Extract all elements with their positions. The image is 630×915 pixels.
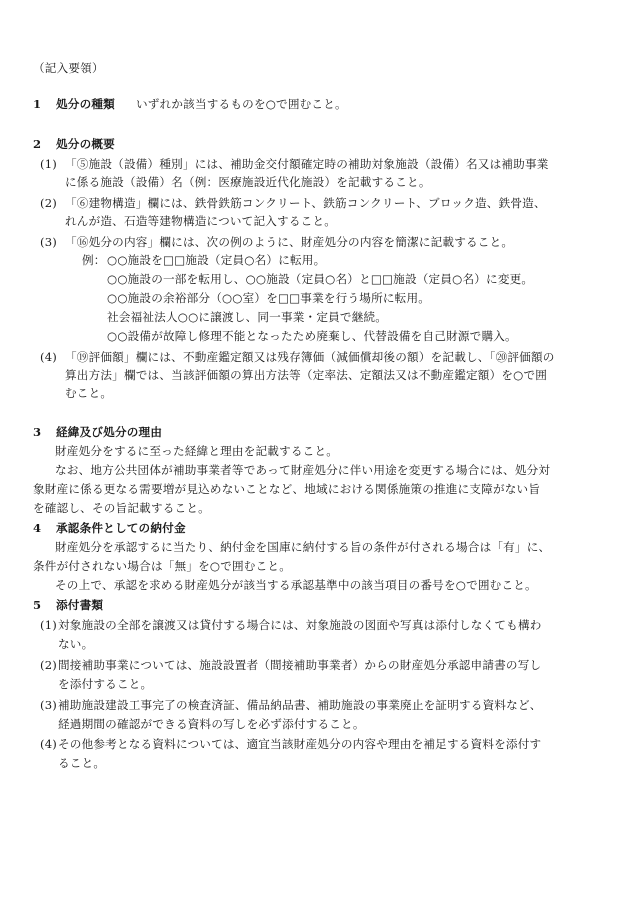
- section-5-item-2-number: (2): [40, 658, 58, 672]
- section-5-title: 添付書類: [56, 598, 104, 612]
- section-3-paragraph-2-line-3: を確認し、その旨記載すること。: [33, 501, 210, 515]
- section-2-item-1-line-1: 「⑤施設（設備）種別」には、補助金交付額確定時の補助対象施設（設備）名又は補助事業: [65, 157, 549, 171]
- section-2-item-2-line-1: 「⑥建物構造」欄には、鉄骨鉄筋コンクリート、鉄筋コンクリート、ブロック造、鉄骨造、: [65, 196, 546, 210]
- section-5-item-1-line-1: 対象施設の全部を譲渡又は貸付する場合には、対象施設の図面や写真は添付しなくても構わ: [58, 618, 542, 632]
- section-2-item-4-line-2: 算出方法」欄では、当該評価額の算出方法等（定率法、定額法又は不動産鑑定額）を○で囲: [65, 368, 548, 382]
- section-4-paragraph-1-line-1: 財産処分を承認するに当たり、納付金を国庫に納付する旨の条件が付される場合は「有」に、: [55, 540, 551, 554]
- section-5-item-4-line-1: その他参考となる資料については、適宜当該財産処分の内容や理由を補足する資料を添付す: [58, 737, 542, 751]
- section-3-paragraph-2-line-2: 象財産に係る更なる需要増が見込めないことなど、地域における関係施策の推進に支障がない旨: [33, 482, 541, 496]
- section-5-item-1-line-2: ない。: [58, 637, 94, 651]
- example-5: ○○設備が故障し修理不能となったため廃棄し、代替設備を自己財源で購入。: [107, 329, 517, 343]
- section-5-number: 5: [33, 598, 42, 612]
- section-3-paragraph-1: 財産処分をするに至った経緯と理由を記載すること。: [55, 444, 339, 458]
- section-3-title: 経緯及び処分の理由: [56, 425, 163, 439]
- section-3-paragraph-2-line-1: なお、地方公共団体が補助事業者等であって財産処分に伴い用途を変更する場合には、処分対: [55, 463, 551, 477]
- section-4-paragraph-1-line-2: 条件が付されない場合は「無」を○で囲むこと。: [33, 559, 291, 573]
- example-2: ○○施設の一部を転用し、○○施設（定員○名）と□□施設（定員○名）に変更。: [107, 272, 534, 286]
- section-5-item-3-line-2: 経過期間の確認ができる資料の写しを必ず添付すること。: [58, 717, 365, 731]
- section-1-title: 処分の種類: [56, 97, 115, 111]
- section-5-item-4-number: (4): [40, 737, 58, 751]
- section-4-paragraph-2: その上で、承認を求める財産処分が該当する承認基準中の該当項目の番号を○で囲むこと。: [55, 578, 537, 592]
- section-2-item-2-line-2: れんが造、石造等建物構造について記入すること。: [65, 214, 337, 228]
- example-4: 社会福祉法人○○に譲渡し、同一事業・定員で継続。: [107, 310, 388, 324]
- section-2-number: 2: [33, 137, 42, 151]
- example-3: ○○施設の余裕部分（○○室）を□□事業を行う場所に転用。: [107, 291, 431, 305]
- section-5-item-3-number: (3): [40, 698, 58, 712]
- section-2-item-4-line-1: 「⑲評価額」欄には、不動産鑑定額又は残存簿価（減価償却後の額）を記載し、「⑳評価額の: [65, 350, 555, 364]
- section-2-item-3-line-1: 「⑯処分の内容」欄には、次の例のように、財産処分の内容を簡潔に記載すること。: [65, 235, 514, 249]
- section-5-item-2-line-2: を添付すること。: [58, 677, 153, 691]
- document-heading: （記入要領）: [33, 61, 104, 75]
- section-5-item-3-line-1: 補助施設建設工事完了の検査済証、備品納品書、補助施設の事業廃止を証明する資料など、: [58, 698, 542, 712]
- section-5-item-4-line-2: ること。: [58, 756, 106, 770]
- section-2-item-3-number: (3): [40, 235, 58, 249]
- section-2-item-1-line-2: に係る施設（設備）名（例：医療施設近代化施設）を記載すること。: [65, 175, 431, 189]
- example-label: 例：: [82, 253, 106, 267]
- section-2-item-4-number: (4): [40, 350, 58, 364]
- section-4-number: 4: [33, 521, 42, 535]
- section-1-number: 1: [33, 97, 42, 111]
- section-5-item-2-line-1: 間接補助事業については、施設設置者（間接補助事業者）からの財産処分承認申請書の写し: [58, 658, 542, 672]
- section-5-item-1-number: (1): [40, 618, 58, 632]
- section-1-text: いずれか該当するものを○で囲むこと。: [136, 97, 347, 111]
- example-1: ○○施設を□□施設（定員○名）に転用。: [107, 253, 326, 267]
- section-2-item-1-number: (1): [40, 157, 58, 171]
- section-3-number: 3: [33, 425, 42, 439]
- section-2-item-2-number: (2): [40, 196, 58, 210]
- section-4-title: 承認条件としての納付金: [56, 521, 186, 535]
- section-2-title: 処分の概要: [56, 137, 115, 151]
- section-2-item-4-line-3: むこと。: [65, 386, 113, 400]
